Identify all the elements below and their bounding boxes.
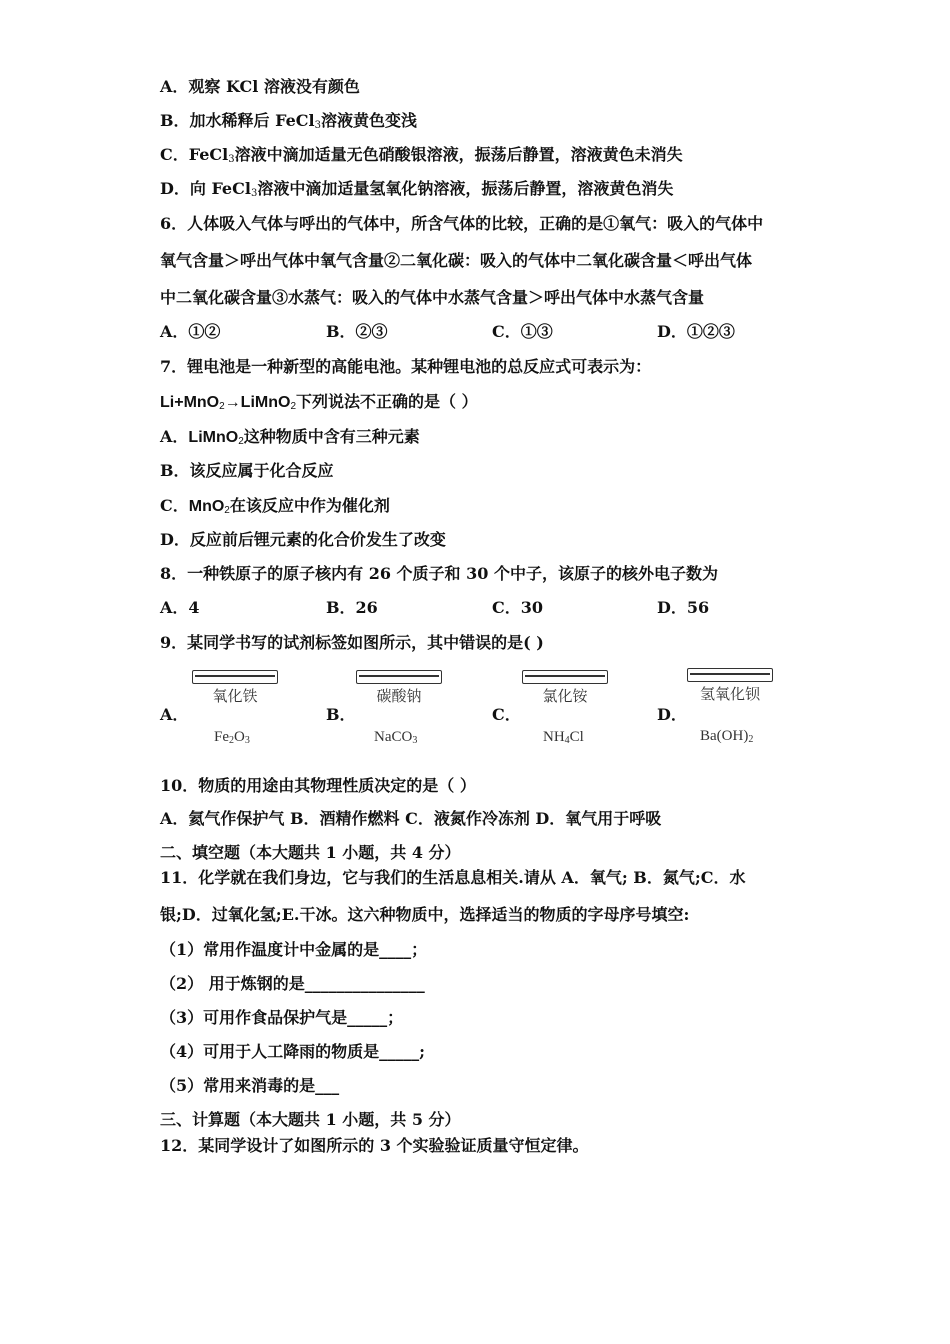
label-b-strip-icon	[356, 670, 442, 684]
q7-stem: 7．锂电池是一种新型的高能电池。某种锂电池的总反应式可表示为：	[160, 357, 652, 376]
q11-part-5: （5）常用来消毒的是___	[160, 1076, 340, 1095]
q11-part-3: （3）可用作食品保护气是_____；	[160, 1008, 404, 1027]
q9-stem: 9．某同学书写的试剂标签如图所示，其中错误的是( )	[160, 633, 544, 652]
reagent-label-d	[687, 668, 773, 703]
section-3-heading: 三、计算题（本大题共 1 小题，共 5 分）	[160, 1110, 461, 1129]
label-c-formula: $NH_4Cl$	[543, 729, 584, 746]
q6-option-a: A．①②	[160, 322, 221, 341]
q9-option-c-letter: C．	[492, 705, 521, 724]
q7-option-c: C．MnO$_2$在该反应中作为催化剂	[160, 496, 390, 516]
q11-part-1: （1）常用作温度计中金属的是____；	[160, 940, 428, 959]
label-b-name: 碳酸钠	[376, 687, 422, 705]
label-d-formula: $Ba(OH)_2$	[700, 728, 754, 745]
q7-equation: Li+MnO$_2$→LiMnO$_2$下列说法不正确的是（ ）	[160, 392, 478, 412]
q6-option-c: C．①③	[492, 322, 553, 341]
q7-option-a: A．LiMnO$_2$这种物质中含有三种元素	[160, 427, 420, 447]
q9-option-a-letter: A．	[160, 705, 189, 724]
q11-stem-line1: 11．化学就在我们身边，它与我们的生活息息相关.请从 A．氧气; B．氮气;C．水	[160, 868, 746, 887]
q6-stem-line3: 中二氧化碳含量③水蒸气：吸入的气体中水蒸气含量＞呼出气体中水蒸气含量	[160, 288, 705, 307]
q10-options: A．氦气作保护气 B．酒精作燃料 C．液氮作冷冻剂 D．氧气用于呼吸	[160, 809, 662, 828]
label-a-name: 氧化铁	[212, 687, 258, 705]
q11-part-2: （2） 用于炼钢的是_______________	[160, 974, 425, 993]
q7-option-b: B．该反应属于化合反应	[160, 461, 334, 480]
q11-part-4: （4）可用于人工降雨的物质是_____;	[160, 1042, 426, 1061]
label-a-formula: $Fe_2O_3$	[214, 729, 250, 746]
label-a-strip-icon	[192, 670, 278, 684]
q9-option-b-letter: B．	[326, 705, 356, 724]
q5-option-c: C．FeCl$_3$溶液中滴加适量无色硝酸银溶液，振荡后静置，溶液黄色未消失	[160, 145, 683, 165]
label-b-formula: NaCO$_3$	[374, 729, 418, 746]
label-d-strip-icon	[687, 668, 773, 682]
q10-stem: 10．物质的用途由其物理性质决定的是（ ）	[160, 776, 476, 795]
q6-stem-line1: 6．人体吸入气体与呼出的气体中，所含气体的比较，正确的是①氧气：吸入的气体中	[160, 214, 764, 233]
reagent-label-a	[192, 670, 278, 705]
q8-option-b: B．26	[326, 598, 378, 617]
q8-option-d: D．56	[657, 598, 710, 617]
q5-option-d: D．向 FeCl$_3$溶液中滴加适量氢氧化钠溶液，振荡后静置，溶液黄色消失	[160, 179, 674, 199]
q8-stem: 8．一种铁原子的原子核内有 26 个质子和 30 个中子，该原子的核外电子数为	[160, 564, 718, 583]
q8-option-a: A．4	[160, 598, 200, 617]
section-2-heading: 二、填空题（本大题共 1 小题，共 4 分）	[160, 843, 461, 862]
label-c-strip-icon	[522, 670, 608, 684]
q12-stem: 12．某同学设计了如图所示的 3 个实验验证质量守恒定律。	[160, 1136, 589, 1155]
q8-option-c: C．30	[492, 598, 544, 617]
q9-option-d-letter: D．	[657, 705, 687, 724]
reagent-label-c	[522, 670, 608, 705]
q6-stem-line2: 氧气含量＞呼出气体中氧气含量②二氧化碳：吸入的气体中二氧化碳含量＜呼出气体	[160, 251, 753, 270]
q11-stem-line2: 银;D．过氧化氢;E.干冰。这六种物质中，选择适当的物质的字母序号填空:	[160, 905, 690, 924]
q7-option-d: D．反应前后锂元素的化合价发生了改变	[160, 530, 446, 549]
q6-option-b: B．②③	[326, 322, 388, 341]
q5-option-b: B．加水稀释后 FeCl$_3$溶液黄色变浅	[160, 111, 417, 131]
q5-option-a: A．观察 KCl 溶液没有颜色	[160, 77, 360, 96]
label-d-name: 氢氧化钡	[699, 685, 760, 703]
label-c-name: 氯化铵	[542, 687, 588, 705]
reagent-label-b	[356, 670, 442, 705]
q6-option-d: D．①②③	[657, 322, 735, 341]
